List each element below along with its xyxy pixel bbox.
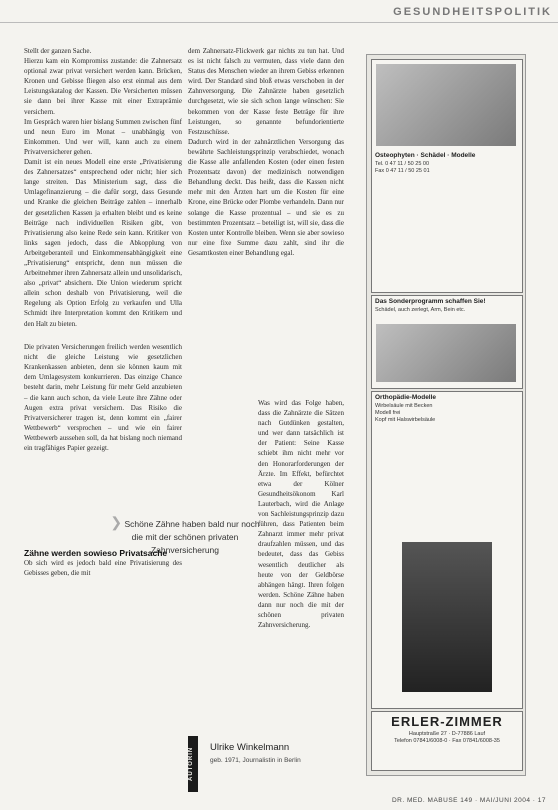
article-column-2-lower (258, 398, 344, 630)
paragraph: Im Gespräch waren hier bislang Summen zwischen fünf und neun Euro im Monat – unabhängig von Einkommen. Und wer will, kann auch zu einem Privatversicherer gehen. (24, 117, 182, 156)
ad-line: Hauptstraße 27 · D-77886 Lauf (408, 731, 486, 737)
ad-erler-zimmer (371, 711, 523, 771)
arrow-icon: ❯ (110, 514, 123, 530)
author-bio: geb. 1971, Journalistin in Berlin (210, 757, 301, 764)
paragraph: Die privaten Versicherungen freilich werden wesentlich nicht die gleiche Leistung wie gesetzlichen Krankenkassen anbieten, denn sie können kaum mit dem Umlagesystem konkurrieren. Das einzige Chance besteht darin, mehr Leistung für mehr Geld anzubieten – die kann auch schon, da viele Leute ihre Zähne oder Augen extra privat versichern. Das Risiko die Privatversicherer tragen ist, denn kommt ein „fairer Wettbewerb“ versprochen – und wie ein fairer Wettbewerb aussehen soll, da hat bislang noch niemand ein tragfähiges Papier gezeigt. (24, 343, 182, 452)
ad-line: Telefon 07841/6008-0 · Fax 07841/6008-35 (394, 738, 500, 744)
brand-logo: ERLER-ZIMMER (391, 714, 503, 729)
paragraph: Dadurch wird in der zahnärztlichen Versorgung das bewährte Sachleistungsprinzip verabschiedet, wonach die Kasse alle anfallenden Kosten (oder einen festen Prozentsatz davon) der medizinisch notwendigen Behandlung deckt. Das heißt, dass die Kassen nicht mehr mit den Ärzten hart um die Kosten für eine Krone, eine Brücke oder Plombe verhandeln. Dann nur solange die Kasse prozentual – und sie es zu bestimmten Prozentsatz – beteiligt ist, will sie, dass die Kosten unter Kontrolle bleiben. Wenn sie aber sowieso nur eine fixe Summe dazu zahlt, sind ihr die Gesamtkosten einer Behandlung egal. (188, 137, 344, 257)
paragraph: Hierzu kam ein Kompromiss zustande: die Zahnersatz optional zwar privat versichert werden kann. Brücken, Kronen und Gebisse fliegen also erst einmal aus dem Leistungskatalog der Kassen. Die Versicherten müssen sie dann bei ihrer Kasse mit einer Extraprämie versichern. (24, 57, 182, 116)
ad-line: Modell frei (375, 410, 401, 416)
paragraph: Stellt der ganzen Sache. (24, 47, 92, 55)
ad-title: Orthopädie-Modelle (375, 394, 437, 401)
ad-title: Osteophyten · Schädel · Modelle (375, 152, 476, 159)
author-label: AUTORIN (188, 736, 198, 792)
ad-skulls (371, 59, 523, 293)
section-header: GESUNDHEITSPOLITIK (393, 6, 552, 18)
ad-line: Schädel, auch zerlegt, Arm, Bein etc. (375, 307, 466, 313)
skull-photo (376, 64, 516, 146)
ad-line: Fax 0 47 11 / 50 25 01 (375, 168, 430, 174)
ad-line: Kopf mit Halswirbelsäule (375, 417, 436, 423)
paragraph: Was wird das Folge haben, dass die Zahnärzte die Sätzen nach Gutdünken gestalten, und wer dann tatsächlich ist der Patient: Seine Kasse schiebt ihm nicht mehr vor den Honorarforderungen der Ärzte. Im Effekt, befürchtet etwa der Kölner Gesundheitsökonom Karl Lauterbach, wird die Anlage von Sachleistungsprinzip dazu führen, dass Patienten beim Zahnarzt immer mehr privat draufzahlen müssen, und das bedeutet, dass das Gebiss wesentlich deutlicher als heute von der Geldbörse abhängen hängt. Ihren folgen werden. Schöne Zähne haben dann nur noch die mit der schönen privaten Zahnversicherung. (258, 399, 344, 630)
pull-quote (110, 516, 260, 557)
ad-orthopedic (371, 391, 523, 709)
ad-line: Tel. 0 47 11 / 50 25 00 (375, 161, 430, 167)
paragraph: Ob sich wird es jedoch bald eine Privatisierung des Gebisses geben, die mit (24, 559, 182, 578)
chair-photo (402, 542, 492, 692)
page-footer: DR. MED. MABUSE 149 · MAI/JUNI 2004 · 17 (391, 797, 546, 804)
paragraph: dem Zahnersatz-Flickwerk gar nichts zu tun hat. Und es ist nicht falsch zu vermuten, dass viele dann den Status des Menschen wieder an ihrem Gebiss erkennen wird. Der Standard sind bloß etwas verschoben in der Zahnversorgung. Die Zahnärzte haben gesetzlich durchgesetzt, wie sie sich schon lange wünschen: Sie bekommen von der Kasse feste Beträge für ihre Leistungen, so genannte befundorientierte Festzuschüsse. (188, 47, 344, 136)
ad-line: Wirbelsäule mit Becken (375, 403, 433, 409)
paragraph: Damit ist ein neues Modell eine erste „Privatisierung des Zahnersatzes“ entsprechend oder nicht; hier sich lange streiten. Das Ministerium sagt, dass die Umlagefinanzierung – die dafür sorgt, dass Gesunde und Kranke die gleichen Beiträge zahlen – innerhalb der gesetzlichen Kassen ja erhalten bleibt und es keine Beiträge nach individuellen Risiken gibt, von Privatisierung also keine Rede sein kann. Kritiker von links sagen jedoch, dass die Abkopplung von Arbeitgeberanteil und Einkommensabhängigkeit eine „Privatisierung“ entspricht, denn nun müssen die Arbeitnehmer ihren Zahnersatz allein und unsolidarisch, also „privat“ absichern. Die Union wiederum spricht allein schon deshalb von Privatisierung, weil die Regelung als Option Erfolg zu verkaufen und Ulla Schmidt ihre Interpretation kommt den Kritikern und den Halt zu bieten. (24, 158, 182, 328)
header-rule (0, 22, 558, 23)
pull-quote-text: Schöne Zähne haben bald nur noch die mit der schönen privaten Zahnversicherung (124, 519, 260, 555)
subheading: Zähne werden sowieso Privatsache (24, 548, 168, 559)
ad-title: Das Sonderprogramm schaffen Sie! (375, 298, 486, 305)
author-block (210, 742, 301, 764)
article-column-1 (24, 46, 182, 578)
ad-special (371, 295, 523, 389)
advertisement-column (366, 54, 526, 776)
model-photo (376, 324, 516, 382)
author-name: Ulrike Winkelmann (210, 742, 290, 753)
article-column-2 (188, 46, 344, 359)
